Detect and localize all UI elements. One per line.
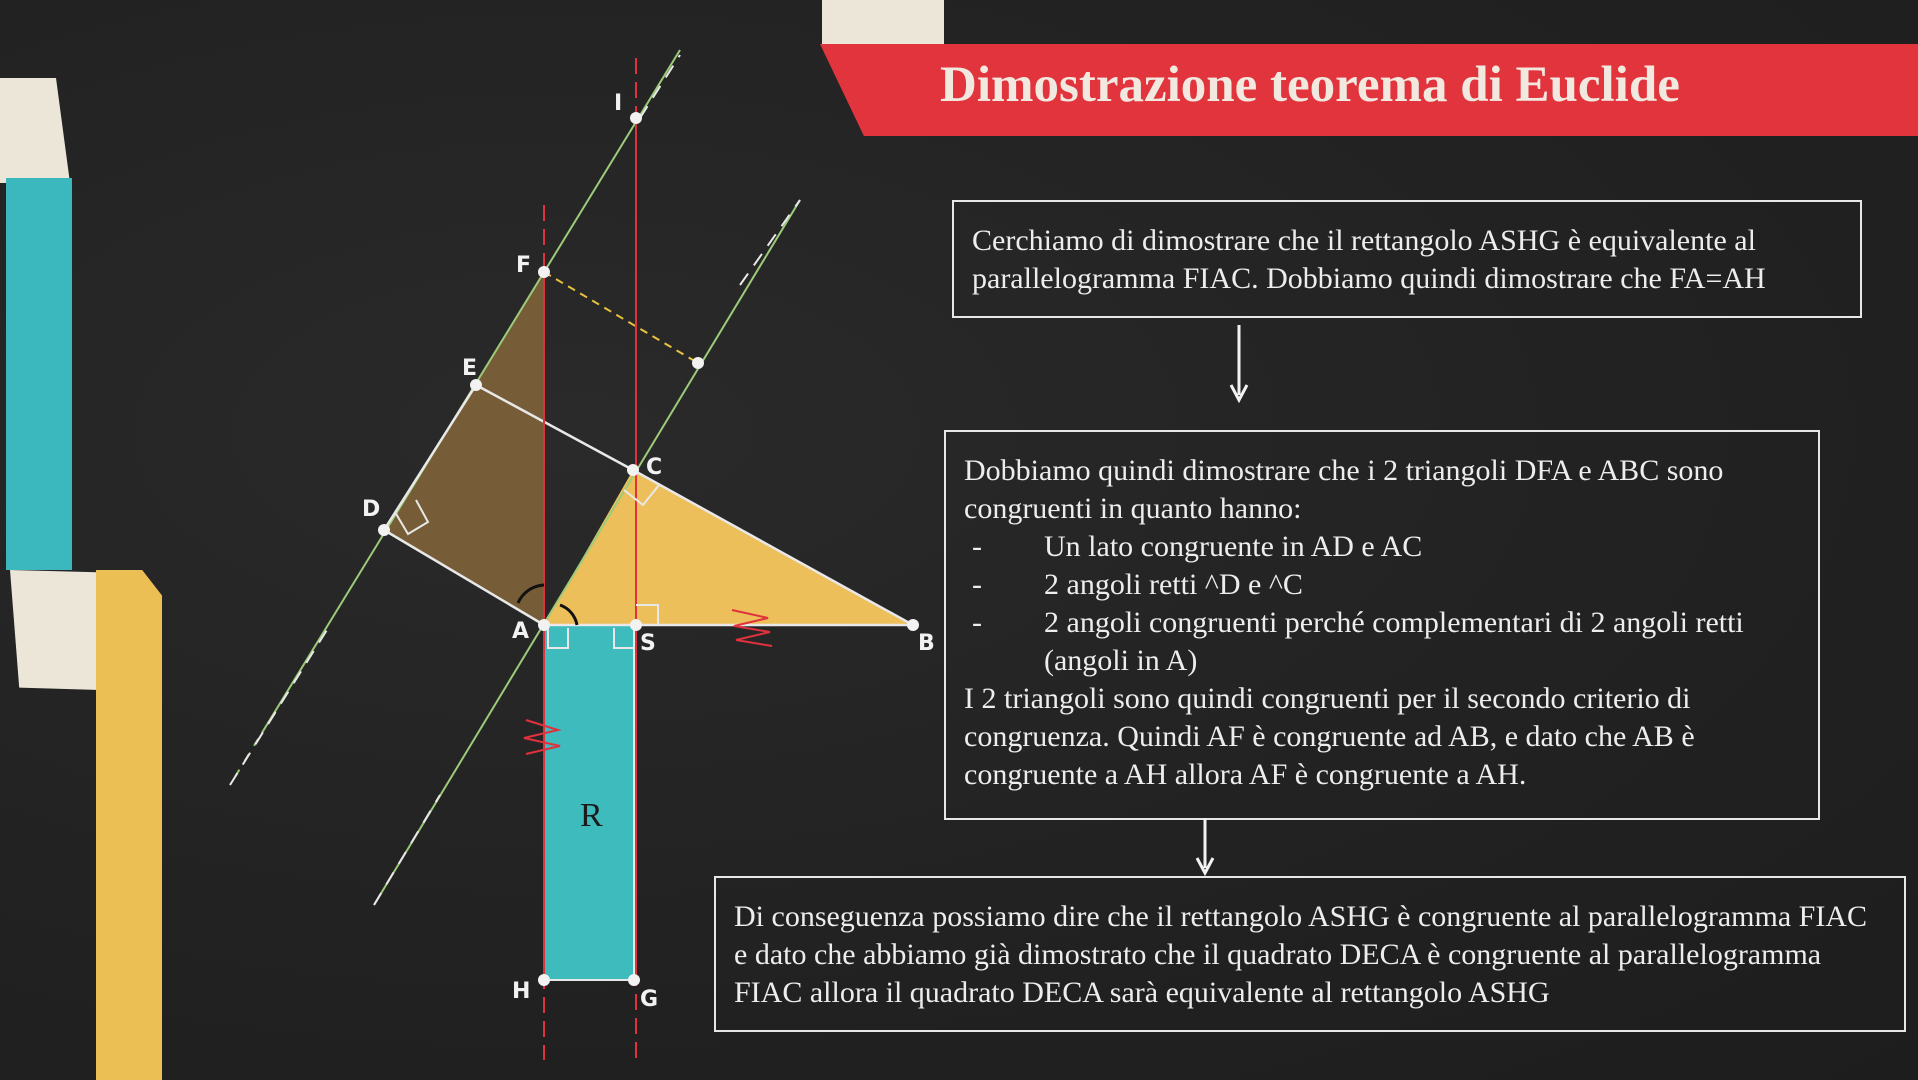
triangle-abc [544,470,913,625]
region-label-r: R [580,797,603,834]
label-d: D [362,497,381,522]
slide-title: Dimostrazione teorema di Euclide [940,57,1680,113]
label-b: B [918,631,935,656]
conclusion-text: Di conseguenza possiamo dire che il rettangolo ASHG è congruente al parallelogramma FIAC e dato che abbiamo già dimostrato che il quadrato DECA è congruente al parallelogramma FIAC allora il quadrato DECA sarà equivalente al rettangolo ASHG [734,900,1867,1009]
conclusion-box [714,876,1906,1032]
congruence-intro: Dobbiamo quindi dimostrare che i 2 triangoli DFA e ABC sono congruenti in quanto hanno: [964,454,1724,525]
label-a: A [512,619,530,644]
arrow-down-icon [1224,325,1254,405]
statement-text: Cerchiamo di dimostrare che il rettangolo ASHG è equivalente al parallelogramma FIAC. Dobbiamo quindi dimostrare che FA=AH [972,224,1766,295]
label-g: G [640,987,659,1012]
list-item: - 2 angoli congruenti perché complementari di 2 angoli retti (angoli in A) [972,606,1744,677]
congruence-box [944,430,1820,820]
congruence-conclusion: I 2 triangoli sono quindi congruenti per il secondo criterio di congruenza. Quindi AF è congruente ad AB, e dato che AB è congruente a AH allora AF è congruente a AH. [964,682,1695,791]
parallelogram-region [384,272,544,625]
label-h: H [512,979,531,1004]
label-e: E [462,356,478,381]
arrow-down-icon [1190,818,1220,878]
list-item: - 2 angoli retti ^D e ^C [972,568,1303,601]
list-item: - Un lato congruente in AD e AC [972,530,1423,563]
statement-box [952,200,1862,318]
label-f: F [516,253,532,278]
label-s: S [640,631,656,656]
label-c: C [646,455,663,480]
label-i: I [614,91,623,116]
